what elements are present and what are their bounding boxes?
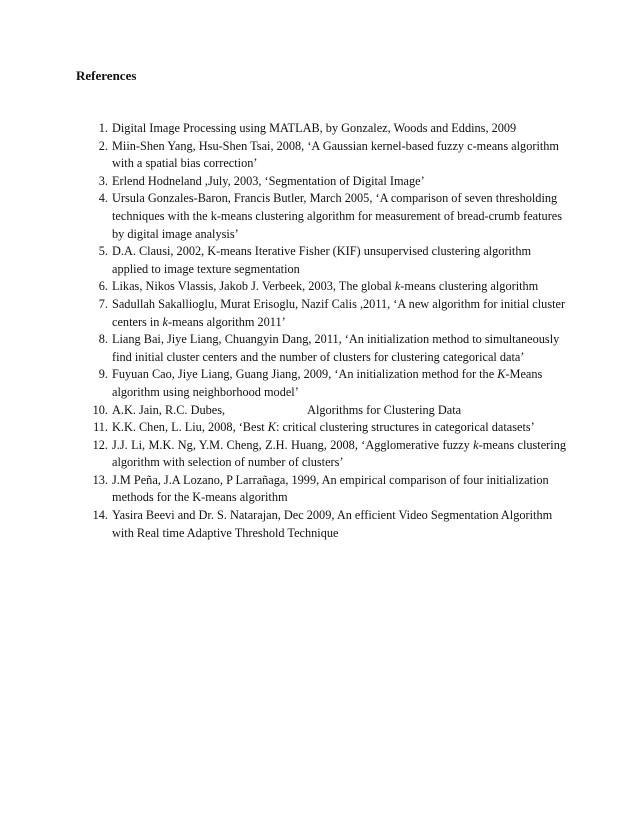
reference-item: [76, 402, 566, 420]
reference-number: 10.: [92, 402, 108, 417]
reference-text-part: Likas, Nikos Vlassis, Jakob J. Verbeek, 2003, The global: [112, 279, 395, 294]
references-heading: References: [76, 68, 137, 83]
reference-text-italic: K: [497, 367, 506, 382]
reference-number: 11.: [93, 420, 108, 435]
reference-text: [112, 402, 566, 420]
reference-text-italic: k: [473, 437, 479, 452]
reference-item: [76, 507, 566, 542]
reference-item: [76, 419, 566, 437]
reference-text: [112, 296, 566, 331]
reference-number: 12.: [92, 437, 108, 452]
reference-item: [76, 138, 566, 173]
reference-text-italic: k: [162, 314, 169, 329]
reference-text-part: -means clustering algorithm with selection of number of clusters’: [112, 437, 566, 470]
reference-number: 7.: [98, 296, 108, 311]
reference-item: [76, 243, 566, 278]
reference-item: [76, 190, 566, 243]
reference-text: Erlend Hodneland ,July, 2003, ‘Segmentation of Digital Image’: [112, 173, 425, 188]
reference-text: Yasira Beevi and Dr. S. Natarajan, Dec 2009, An efficient Video Segmentation Algorithm with Real time Adaptive Threshold Technique: [112, 508, 553, 540]
reference-text: Miin-Shen Yang, Hsu-Shen Tsai, 2008, ‘A Gaussian kernel-based fuzzy c-means algorithm with a spatial bias correction’: [112, 138, 559, 171]
reference-text-part: -Means algorithm using neighborhood model’: [112, 367, 543, 399]
reference-number: 13.: [92, 472, 108, 487]
reference-number: 14.: [92, 508, 108, 523]
reference-item: [76, 366, 566, 401]
reference-number: 8.: [98, 332, 108, 347]
reference-text: Ursula Gonzales-Baron, Francis Butler, March 2005, ‘A comparison of seven thresholding techniques with the k-means clustering algorithm for measurement of bread-crumb features by digital image analysis’: [112, 191, 563, 241]
reference-text-part: -means algorithm 2011’: [168, 314, 286, 329]
reference-list: [76, 120, 566, 542]
reference-text-part: K.K. Chen, L. Liu, 2008, ‘Best: [112, 420, 268, 435]
reference-item: [76, 331, 566, 366]
reference-text: Digital Image Processing using MATLAB, by Gonzalez, Woods and Eddins, 2009: [112, 121, 517, 135]
reference-text: Liang Bai, Jiye Liang, Chuangyin Dang, 2011, ‘An initialization method to simultaneously find initial cluster centers and the number of clusters for clustering categorical data’: [112, 332, 560, 364]
reference-text: [112, 278, 566, 296]
reference-item: [76, 296, 566, 331]
reference-text: J.M Peña, J.A Lozano, P Larrañaga, 1999, An empirical comparison of four initialization methods for the K-means algorithm: [112, 472, 549, 505]
reference-number: 3.: [98, 173, 108, 188]
reference-text-part: -means clustering algorithm: [400, 279, 539, 294]
reference-number: 2.: [98, 138, 108, 153]
reference-text-part: Sadullah Sakallioglu, Murat Erisoglu, Nazif Calis ,2011, ‘A new algorithm for initial cluster centers in: [112, 296, 566, 329]
reference-text: [112, 366, 566, 401]
reference-item: [76, 173, 566, 191]
reference-text: D.A. Clausi, 2002, K-means Iterative Fisher (KIF) unsupervised clustering algorithm applied to image texture segmentation: [112, 244, 532, 276]
reference-text-part: : critical clustering structures in categorical datasets’: [275, 420, 535, 435]
reference-item: [76, 120, 566, 138]
reference-text-part: Fuyuan Cao, Jiye Liang, Guang Jiang, 2009, ‘An initialization method for the: [112, 367, 498, 382]
reference-item: [76, 278, 566, 296]
reference-author: A.K. Jain, R.C. Dubes,: [112, 402, 226, 417]
reference-number: 4.: [98, 191, 108, 206]
reference-text-italic: K: [267, 420, 276, 435]
reference-number: 1.: [98, 121, 108, 135]
reference-number: 9.: [98, 367, 108, 382]
reference-item: [76, 437, 566, 472]
reference-text: [112, 419, 566, 437]
reference-number: 5.: [98, 244, 108, 259]
reference-text-part: J.J. Li, M.K. Ng, Y.M. Cheng, Z.H. Huang, 2008, ‘Agglomerative fuzzy: [112, 437, 474, 452]
reference-item: [76, 472, 566, 507]
reference-number: 6.: [98, 279, 108, 294]
reference-text-italic: k: [394, 279, 401, 294]
reference-title: Algorithms for Clustering Data: [307, 402, 462, 417]
reference-text: [112, 437, 566, 472]
